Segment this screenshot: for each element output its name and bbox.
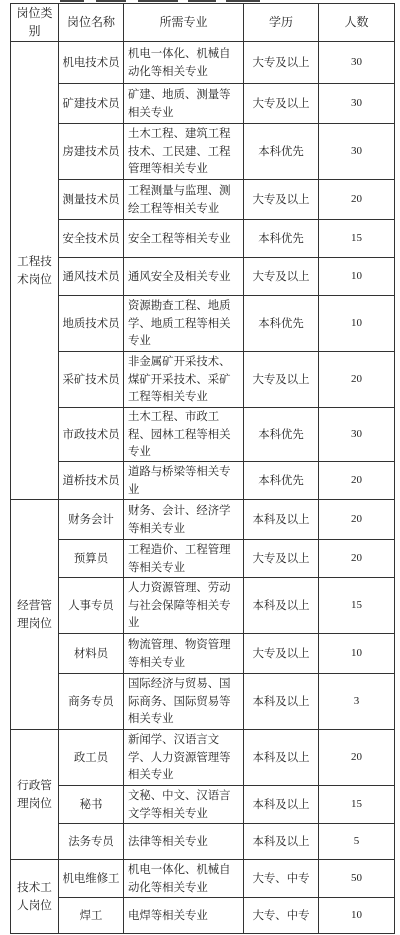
count-cell: 30 bbox=[319, 408, 395, 462]
education-cell: 大专、中专 bbox=[244, 898, 319, 934]
education-cell: 本科及以上 bbox=[244, 786, 319, 824]
major-cell: 机电一体化、机械自动化等相关专业 bbox=[124, 42, 244, 84]
position-cell: 房建技术员 bbox=[59, 124, 124, 180]
major-cell: 工程造价、工程管理等相关专业 bbox=[124, 540, 244, 578]
table-row bbox=[11, 898, 395, 934]
education-cell: 本科及以上 bbox=[244, 730, 319, 786]
major-cell: 非金属矿开采技术、煤矿开采技术、采矿工程等相关专业 bbox=[124, 352, 244, 408]
education-cell: 大专及以上 bbox=[244, 258, 319, 296]
major-cell: 工程测量与监理、测绘工程等相关专业 bbox=[124, 180, 244, 220]
table-row bbox=[11, 540, 395, 578]
education-cell: 大专、中专 bbox=[244, 860, 319, 898]
table-row bbox=[11, 578, 395, 634]
education-cell: 本科及以上 bbox=[244, 578, 319, 634]
major-cell: 物流管理、物资管理等相关专业 bbox=[124, 634, 244, 674]
table-row bbox=[11, 352, 395, 408]
count-cell: 20 bbox=[319, 730, 395, 786]
count-cell: 30 bbox=[319, 42, 395, 84]
table-row bbox=[11, 786, 395, 824]
table-row bbox=[11, 860, 395, 898]
header-major: 所需专业 bbox=[124, 4, 244, 42]
table-row bbox=[11, 220, 395, 258]
education-cell: 本科优先 bbox=[244, 124, 319, 180]
header-count: 人数 bbox=[319, 4, 395, 42]
category-cell: 经营管理岗位 bbox=[11, 500, 59, 730]
count-cell: 30 bbox=[319, 124, 395, 180]
position-cell: 市政技术员 bbox=[59, 408, 124, 462]
count-cell: 50 bbox=[319, 860, 395, 898]
count-cell: 15 bbox=[319, 578, 395, 634]
position-cell: 地质技术员 bbox=[59, 296, 124, 352]
count-cell: 20 bbox=[319, 462, 395, 500]
position-cell: 法务专员 bbox=[59, 824, 124, 860]
major-cell: 通风安全及相关专业 bbox=[124, 258, 244, 296]
education-cell: 本科优先 bbox=[244, 220, 319, 258]
table-row bbox=[11, 84, 395, 124]
recruitment-table bbox=[10, 3, 395, 934]
position-cell: 采矿技术员 bbox=[59, 352, 124, 408]
major-cell: 机电一体化、机械自动化等相关专业 bbox=[124, 860, 244, 898]
education-cell: 本科优先 bbox=[244, 296, 319, 352]
position-cell: 材料员 bbox=[59, 634, 124, 674]
position-cell: 通风技术员 bbox=[59, 258, 124, 296]
count-cell: 15 bbox=[319, 220, 395, 258]
position-cell: 政工员 bbox=[59, 730, 124, 786]
count-cell: 30 bbox=[319, 84, 395, 124]
major-cell: 文秘、中文、汉语言文学等相关专业 bbox=[124, 786, 244, 824]
position-cell: 测量技术员 bbox=[59, 180, 124, 220]
count-cell: 5 bbox=[319, 824, 395, 860]
position-cell: 机电技术员 bbox=[59, 42, 124, 84]
education-cell: 本科及以上 bbox=[244, 674, 319, 730]
count-cell: 20 bbox=[319, 540, 395, 578]
education-cell: 大专及以上 bbox=[244, 180, 319, 220]
category-cell: 行政管理岗位 bbox=[11, 730, 59, 860]
count-cell: 3 bbox=[319, 674, 395, 730]
header-education: 学历 bbox=[244, 4, 319, 42]
count-cell: 20 bbox=[319, 500, 395, 540]
table-row bbox=[11, 296, 395, 352]
position-cell: 财务会计 bbox=[59, 500, 124, 540]
education-cell: 本科优先 bbox=[244, 462, 319, 500]
major-cell: 电焊等相关专业 bbox=[124, 898, 244, 934]
position-cell: 商务专员 bbox=[59, 674, 124, 730]
table-header-row bbox=[11, 4, 395, 42]
position-cell: 焊工 bbox=[59, 898, 124, 934]
header-position: 岗位名称 bbox=[59, 4, 124, 42]
table-row bbox=[11, 408, 395, 462]
education-cell: 本科及以上 bbox=[244, 500, 319, 540]
table-row bbox=[11, 462, 395, 500]
count-cell: 20 bbox=[319, 180, 395, 220]
category-cell: 技术工人岗位 bbox=[11, 860, 59, 934]
major-cell: 安全工程等相关专业 bbox=[124, 220, 244, 258]
table-row bbox=[11, 180, 395, 220]
table-row bbox=[11, 500, 395, 540]
education-cell: 大专及以上 bbox=[244, 352, 319, 408]
major-cell: 人力资源管理、劳动与社会保障等相关专业 bbox=[124, 578, 244, 634]
position-cell: 人事专员 bbox=[59, 578, 124, 634]
education-cell: 本科优先 bbox=[244, 408, 319, 462]
education-cell: 本科及以上 bbox=[244, 824, 319, 860]
category-cell: 工程技术岗位 bbox=[11, 42, 59, 500]
position-cell: 机电维修工 bbox=[59, 860, 124, 898]
table-row bbox=[11, 42, 395, 84]
position-cell: 安全技术员 bbox=[59, 220, 124, 258]
count-cell: 10 bbox=[319, 296, 395, 352]
table-row bbox=[11, 634, 395, 674]
count-cell: 10 bbox=[319, 634, 395, 674]
count-cell: 15 bbox=[319, 786, 395, 824]
position-cell: 矿建技术员 bbox=[59, 84, 124, 124]
major-cell: 财务、会计、经济学等相关专业 bbox=[124, 500, 244, 540]
major-cell: 土木工程、建筑工程技术、工民建、工程管理等相关专业 bbox=[124, 124, 244, 180]
table-body bbox=[11, 42, 395, 934]
major-cell: 矿建、地质、测量等相关专业 bbox=[124, 84, 244, 124]
table-row bbox=[11, 258, 395, 296]
table-row bbox=[11, 674, 395, 730]
position-cell: 秘书 bbox=[59, 786, 124, 824]
education-cell: 大专及以上 bbox=[244, 634, 319, 674]
table-row bbox=[11, 824, 395, 860]
major-cell: 资源勘查工程、地质学、地质工程等相关专业 bbox=[124, 296, 244, 352]
table-row bbox=[11, 124, 395, 180]
position-cell: 道桥技术员 bbox=[59, 462, 124, 500]
count-cell: 20 bbox=[319, 352, 395, 408]
table-row bbox=[11, 730, 395, 786]
header-category: 岗位类别 bbox=[11, 4, 59, 42]
cropped-caption-fragment bbox=[0, 0, 400, 2]
count-cell: 10 bbox=[319, 898, 395, 934]
major-cell: 新闻学、汉语言文学、人力资源管理等相关专业 bbox=[124, 730, 244, 786]
education-cell: 大专及以上 bbox=[244, 540, 319, 578]
education-cell: 大专及以上 bbox=[244, 42, 319, 84]
major-cell: 法律等相关专业 bbox=[124, 824, 244, 860]
count-cell: 10 bbox=[319, 258, 395, 296]
major-cell: 道路与桥梁等相关专业 bbox=[124, 462, 244, 500]
position-cell: 预算员 bbox=[59, 540, 124, 578]
major-cell: 土木工程、市政工程、园林工程等相关专业 bbox=[124, 408, 244, 462]
education-cell: 大专及以上 bbox=[244, 84, 319, 124]
major-cell: 国际经济与贸易、国际商务、国际贸易等相关专业 bbox=[124, 674, 244, 730]
